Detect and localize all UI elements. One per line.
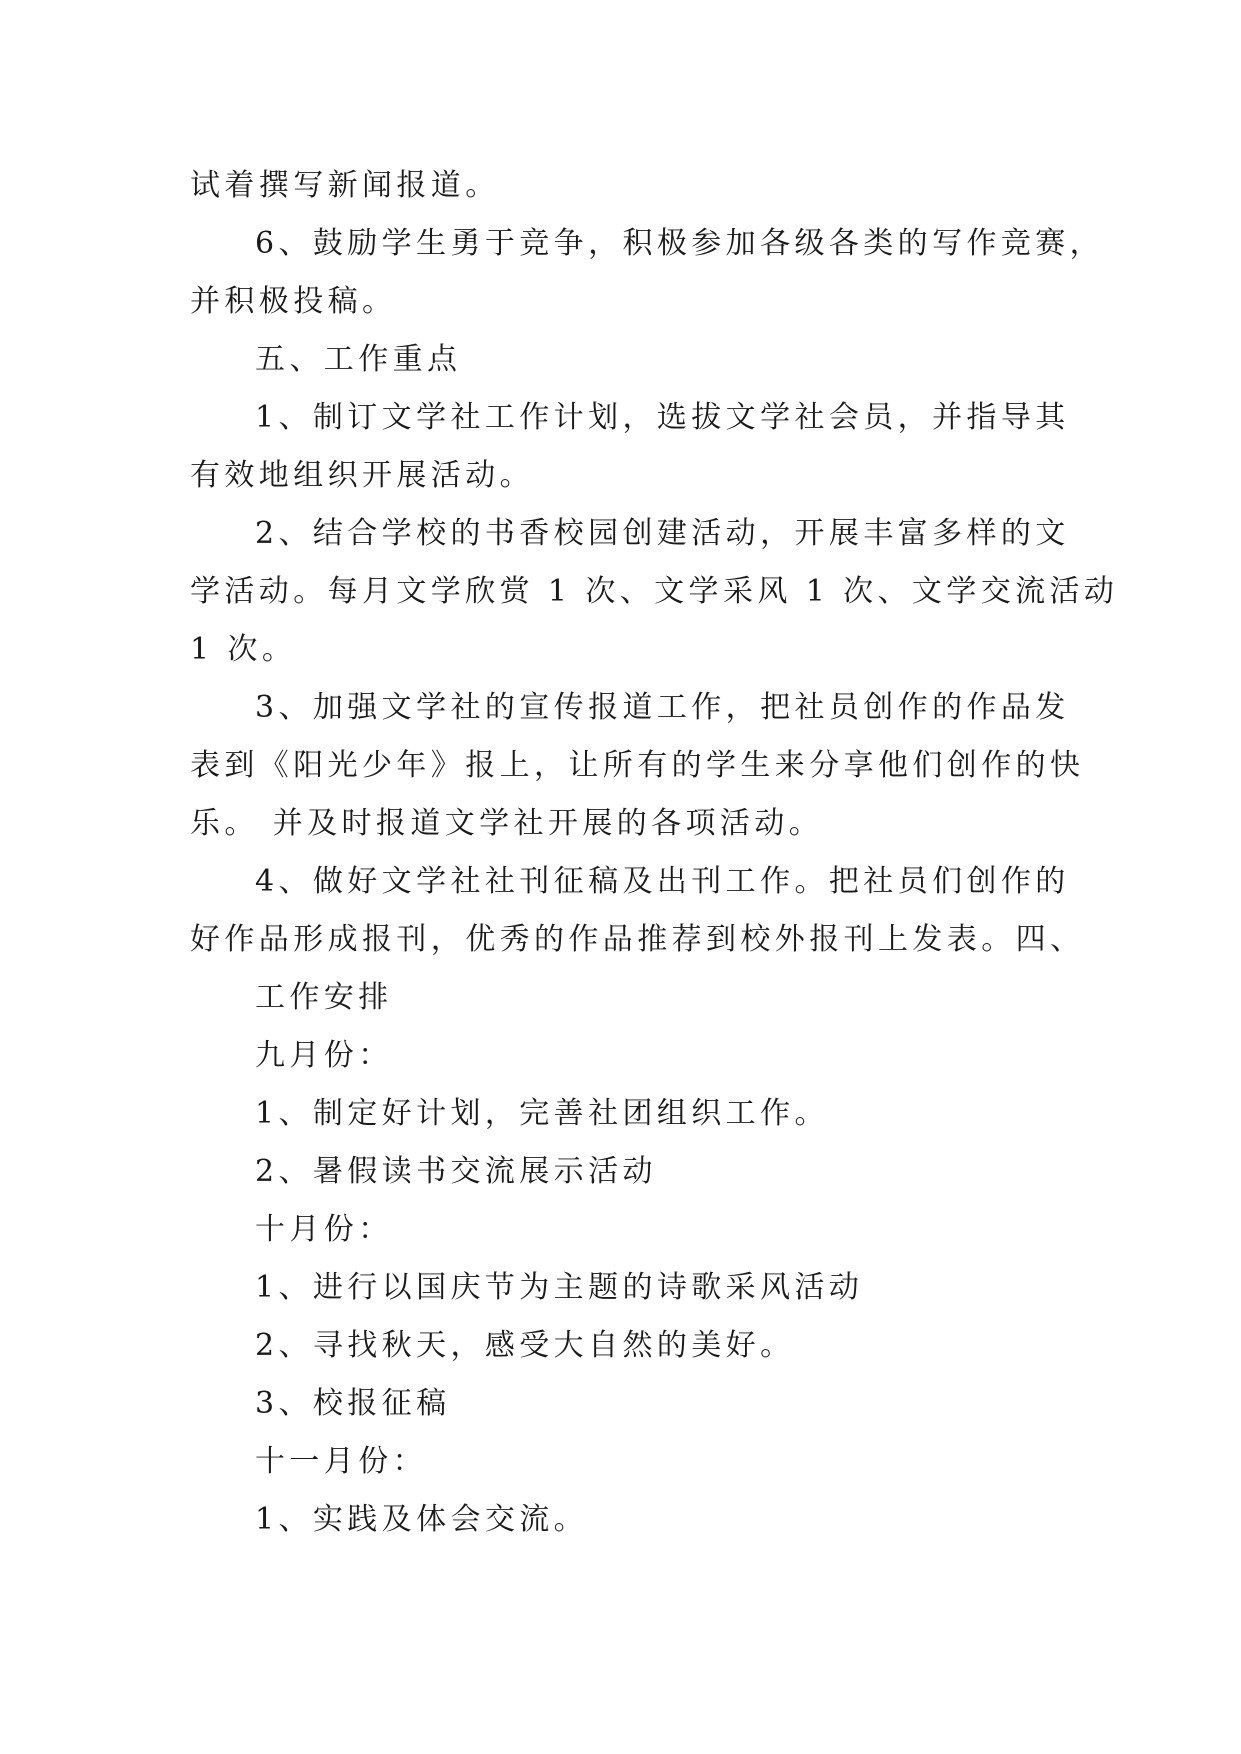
text-line: 1、制订文学社工作计划，选拔文学社会员，并指导其 <box>255 400 1070 435</box>
text-line: 1 次。 <box>190 632 297 667</box>
text-line: 并积极投稿。 <box>190 284 397 319</box>
text-line: 3、加强文学社的宣传报道工作，把社员创作的作品发 <box>255 690 1070 725</box>
text-line: 好作品形成报刊，优秀的作品推荐到校外报刊上发表。四、 <box>190 922 1085 957</box>
list-item: 1、实践及体会交流。 <box>255 1502 589 1537</box>
list-item: 1、进行以国庆节为主题的诗歌采风活动 <box>255 1270 864 1305</box>
section-heading: 工作安排 <box>255 980 393 1015</box>
text-line: 学活动。每月文学欣赏 1 次、文学采风 1 次、文学交流活动 <box>190 574 1119 609</box>
list-item: 2、寻找秋天，感受大自然的美好。 <box>255 1328 795 1363</box>
month-heading: 九月份： <box>255 1038 393 1073</box>
text-line: 4、做好文学社社刊征稿及出刊工作。把社员们创作的 <box>255 864 1070 899</box>
month-heading: 十一月份： <box>255 1444 427 1479</box>
text-line: 试着撰写新闻报道。 <box>190 168 500 203</box>
list-item: 3、校报征稿 <box>255 1386 451 1421</box>
text-line: 表到《阳光少年》报上，让所有的学生来分享他们创作的快 <box>190 748 1085 783</box>
list-item: 1、制定好计划，完善社团组织工作。 <box>255 1096 829 1131</box>
text-line: 2、结合学校的书香校园创建活动，开展丰富多样的文 <box>255 516 1070 551</box>
text-line: 有效地组织开展活动。 <box>190 458 534 493</box>
text-line: 乐。 并及时报道文学社开展的各项活动。 <box>190 806 824 841</box>
text-line: 6、鼓励学生勇于竞争，积极参加各级各类的写作竞赛， <box>255 226 1105 261</box>
month-heading: 十月份： <box>255 1212 393 1247</box>
list-item: 2、暑假读书交流展示活动 <box>255 1154 657 1189</box>
section-heading: 五、工作重点 <box>255 342 462 377</box>
